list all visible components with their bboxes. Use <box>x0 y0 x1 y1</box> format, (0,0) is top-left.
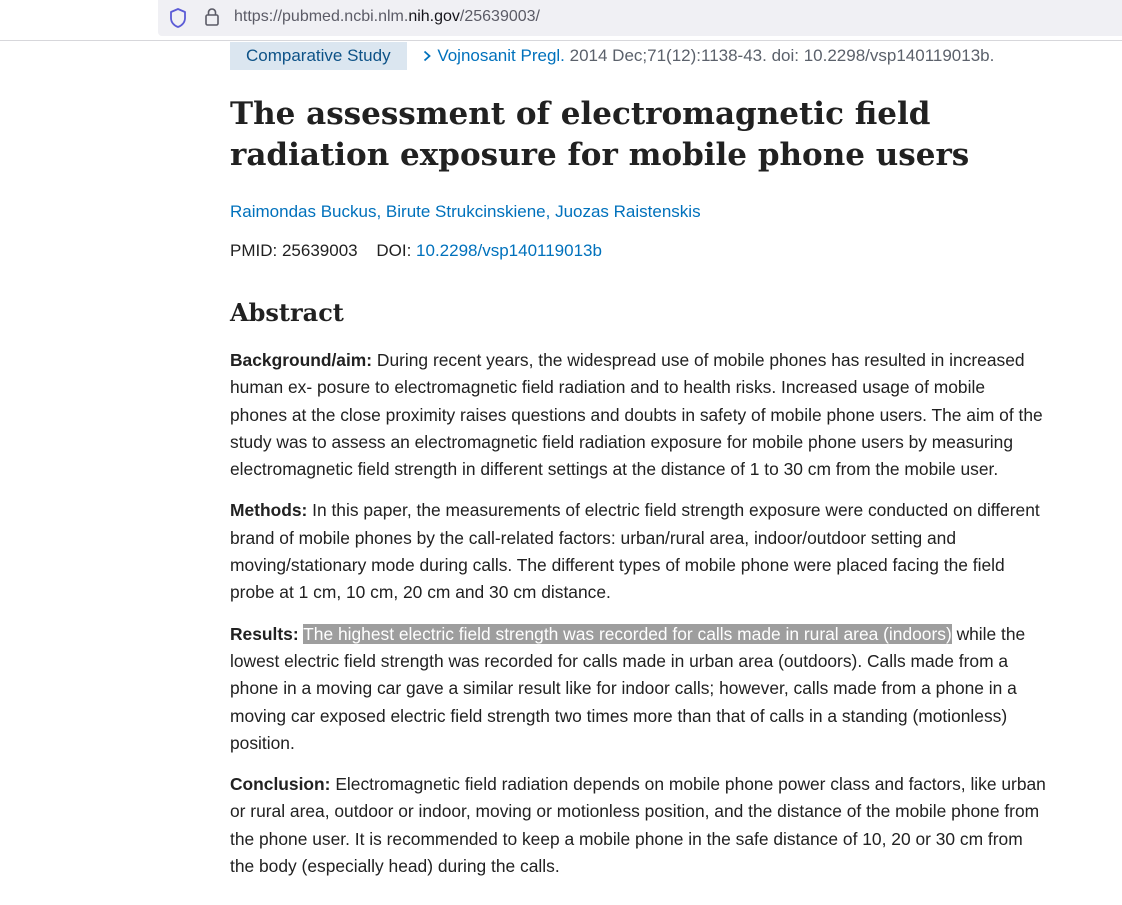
pmid-label: PMID: <box>230 241 278 260</box>
authors-list <box>230 202 701 222</box>
abstract-body <box>230 347 1046 894</box>
citation-details: 2014 Dec;71(12):1138-43. doi: 10.2298/vsp140119013b. <box>569 46 995 65</box>
lock-icon[interactable] <box>203 6 221 28</box>
url-host: nih.gov <box>408 8 460 25</box>
abstract-conclusion <box>230 771 1046 880</box>
publication-type-badge: Comparative Study <box>230 42 407 70</box>
section-text: During recent years, the widespread use of mobile phones has resulted in increased human ex- posure to electromagnetic field radiation and to health risks. Increased usage of mobile phones at the close proximity raises questions and doubts in safety of mobile phone users. The aim of the study was to assess an electromagnetic field radiation exposure for mobile phone users by measuring electromagnetic field strength in different settings at the distance of 1 to 30 cm from the mobile user. <box>230 350 1043 480</box>
url-text[interactable] <box>234 8 540 26</box>
abstract-heading: Abstract <box>230 298 344 327</box>
author-link[interactable]: Juozas Raistenskis <box>555 202 701 221</box>
section-label: Background/aim: <box>230 350 373 370</box>
doi-link[interactable]: 10.2298/vsp140119013b <box>416 241 602 260</box>
abstract-background <box>230 347 1046 483</box>
section-text: In this paper, the measurements of electric field strength exposure were conducted on different brand of mobile phones by the call-related factors: urban/rural area, indoor/outdoor setting and moving/stationary mode during calls. The different types of mobile phone were placed facing the field probe at 1 cm, 10 cm, 20 cm and 30 cm distance. <box>230 500 1040 603</box>
article-identifiers <box>230 241 602 261</box>
journal-link[interactable]: Vojnosanit Pregl. <box>437 46 565 65</box>
url-path: /25639003/ <box>459 8 540 25</box>
author-separator: , <box>545 202 556 221</box>
section-label: Results: <box>230 623 299 644</box>
article-citation-row <box>230 42 994 70</box>
author-link[interactable]: Raimondas Buckus <box>230 202 377 221</box>
abstract-methods <box>230 497 1046 606</box>
journal-citation <box>421 42 994 70</box>
section-label: Conclusion: <box>230 774 331 795</box>
section-text: Electromagnetic field radiation depends on mobile phone power class and factors, like urban or rural area, outdoor or indoor, moving or motionless position, and the distance of the mobile phone from the phone user. It is recommended to keep a mobile phone in the safe distance of 10, 20 or 30 cm from the body (especially head) during the calls. <box>230 774 1046 877</box>
url-prefix: https://pubmed.ncbi.nlm. <box>234 8 409 25</box>
pmid-value: 25639003 <box>281 241 358 260</box>
abstract-results <box>230 621 1046 757</box>
author-link[interactable]: Birute Strukcinskiene <box>385 202 546 221</box>
selected-text-highlight[interactable]: The highest electric field strength was recorded for calls made in rural area (indoors) <box>303 623 952 644</box>
article-title: The assessment of electromagnetic field radiation exposure for mobile phone users <box>230 96 970 173</box>
chevron-right-icon[interactable] <box>421 50 433 62</box>
section-text: while the lowest electric field strength was recorded for calls made in urban area (outdoors). Calls made from a phone in a moving car gave a similar result like for indoor calls; however, calls made from a phone in a moving car exposed electric field strength two times more than that of calls in a standing (motionless) position. <box>230 623 1026 753</box>
section-label: Methods: <box>230 500 308 521</box>
browser-toolbar <box>0 0 1122 41</box>
tracking-protection-shield-icon[interactable] <box>168 7 188 29</box>
doi-label: DOI: <box>376 241 412 260</box>
author-separator: , <box>376 202 386 221</box>
